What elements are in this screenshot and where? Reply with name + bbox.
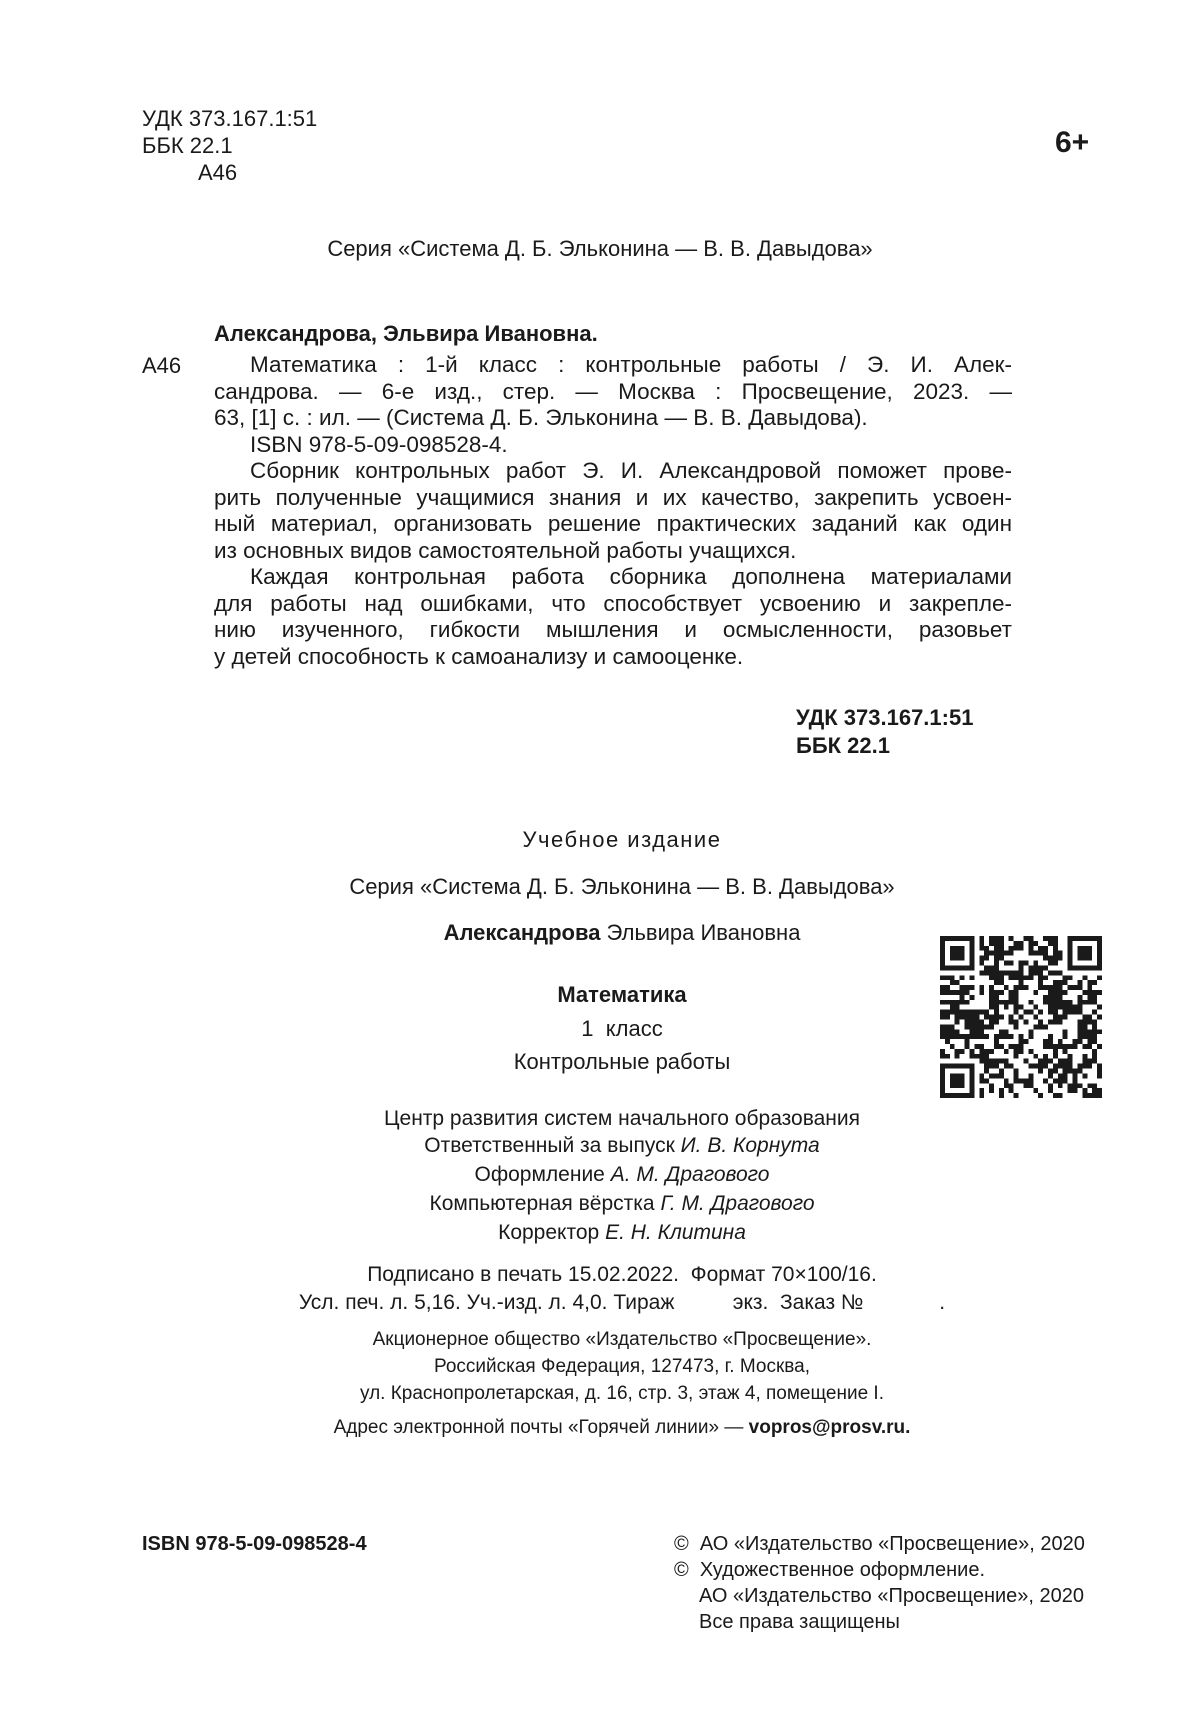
annotation-line: рить полученные учащимися знания и их качество, закрепить усвоен- bbox=[214, 484, 1012, 510]
annotation-line: ный материал, организовать решение практических заданий как один bbox=[214, 511, 1012, 536]
credit-role: Компьютерная вёрстка bbox=[429, 1192, 655, 1215]
annotation-line: из основных видов самостоятельной работы учащихся. bbox=[214, 537, 797, 563]
credit-name: Г. М. Драгового bbox=[660, 1192, 815, 1215]
copyright-publisher: © АО «Издательство «Просвещение», 2020 bbox=[674, 1533, 1085, 1555]
credit-row bbox=[0, 1218, 1200, 1247]
catalog-line: 63, [1] с. : ил. — (Система Д. Б. Эльконина — В. В. Давыдова). bbox=[214, 405, 868, 430]
catalog-line: сандрова. — 6-е изд., стер. — Москва : Просвещение, 2023. — bbox=[214, 378, 1012, 404]
publisher-line: Акционерное общество «Издательство «Просвещение». bbox=[372, 1329, 872, 1350]
imprint-series: Серия «Система Д. Б. Эльконина — В. В. Давыдова» bbox=[349, 874, 895, 899]
footer-isbn: ISBN 978-5-09-098528-4 bbox=[142, 1533, 367, 1555]
credit-row bbox=[0, 1160, 1200, 1189]
annotation-line: Каждая контрольная работа сборника дополнена материалами bbox=[250, 564, 1012, 589]
print-info-line: Усл. печ. л. 5,16. Уч.-изд. л. 4,0. Тираж экз. Заказ № . bbox=[298, 1291, 946, 1314]
bbk-code: ББК 22.1 bbox=[142, 133, 233, 158]
copyright-design-holder: АО «Издательство «Просвещение», 2020 bbox=[699, 1585, 1085, 1607]
credit-row bbox=[0, 1131, 1200, 1160]
author-surname: Александрова bbox=[443, 920, 601, 945]
book-grade: 1 класс bbox=[581, 1016, 663, 1041]
series-line: Серия «Система Д. Б. Эльконина — В. В. Давыдова» bbox=[327, 236, 873, 261]
catalog-description bbox=[214, 352, 1012, 670]
email-label: Адрес электронной почты «Горячей линии» — bbox=[333, 1417, 749, 1438]
publisher-line: ул. Краснопролетарская, д. 16, стр. 3, этаж 4, помещение I. bbox=[360, 1383, 884, 1404]
credit-row bbox=[0, 1189, 1200, 1218]
edition-type: Учебное издание bbox=[522, 827, 722, 852]
credit-role: Корректор bbox=[498, 1221, 600, 1244]
credit-name: А. М. Драгового bbox=[610, 1163, 770, 1186]
catalog-author-heading: Александрова, Эльвира Ивановна. bbox=[214, 321, 598, 346]
author-sign: А46 bbox=[198, 160, 238, 185]
book-title: Математика bbox=[557, 982, 687, 1007]
author-given-names: Эльвира Ивановна bbox=[600, 920, 801, 945]
annotation-line: Сборник контрольных работ Э. И. Александровой поможет прове- bbox=[250, 458, 1012, 483]
age-rating: 6+ bbox=[1055, 126, 1090, 159]
hotline-email bbox=[0, 1414, 1200, 1441]
credit-role: Оформление bbox=[474, 1163, 605, 1186]
catalog-line: Математика : 1-й класс : контрольные работы / Э. И. Алек- bbox=[250, 352, 1012, 377]
credit-role: Ответственный за выпуск bbox=[424, 1134, 675, 1157]
udk-code: УДК 373.167.1:51 bbox=[142, 106, 318, 131]
publisher-line: Российская Федерация, 127473, г. Москва, bbox=[434, 1356, 810, 1377]
print-info-line: Подписано в печать 15.02.2022. Формат 70×100/16. bbox=[367, 1263, 877, 1286]
credit-name: Е. Н. Клитина bbox=[605, 1221, 746, 1244]
credit-name: И. В. Корнута bbox=[680, 1134, 820, 1157]
annotation-line: нию изученного, гибкости мышления и осмысленности, разовьет bbox=[214, 617, 1012, 642]
catalog-margin-sign: А46 bbox=[142, 353, 182, 378]
annotation-line: у детей способность к самоанализу и самооценке. bbox=[214, 643, 744, 669]
qr-code-icon bbox=[940, 936, 1102, 1098]
catalog-udk: УДК 373.167.1:51 bbox=[796, 705, 974, 730]
credits-list bbox=[0, 1131, 1200, 1247]
catalog-bbk: ББК 22.1 bbox=[796, 733, 890, 758]
copyright-design: © Художественное оформление. bbox=[674, 1559, 985, 1581]
publishing-center: Центр развития систем начального образования bbox=[383, 1107, 861, 1130]
book-subtitle: Контрольные работы bbox=[513, 1049, 731, 1074]
email-address[interactable]: vopros@prosv.ru. bbox=[748, 1417, 911, 1438]
publisher-address bbox=[0, 1326, 1200, 1407]
rights-reserved: Все права защищены bbox=[699, 1611, 900, 1633]
annotation-line: для работы над ошибками, что способствует усвоению и закрепле- bbox=[214, 590, 1012, 616]
catalog-isbn-line: ISBN 978-5-09-098528-4. bbox=[250, 431, 508, 457]
